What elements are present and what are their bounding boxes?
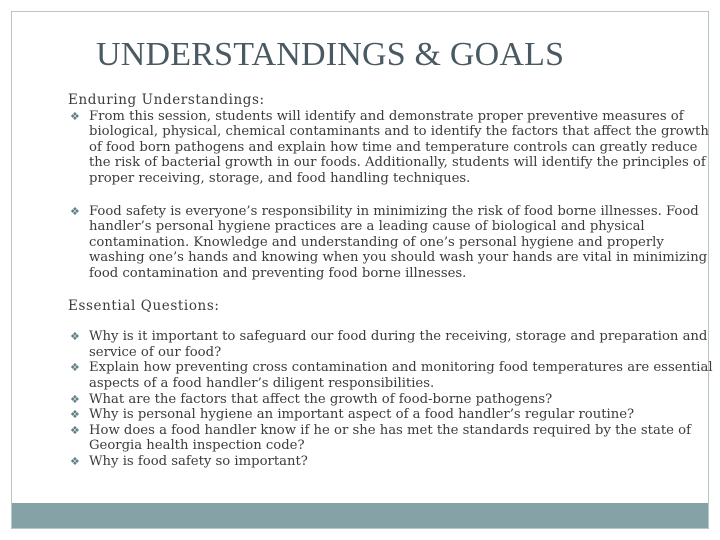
slide-title: UNDERSTANDINGS & GOALS (96, 36, 565, 73)
bullet-icon: ❖ (70, 408, 80, 422)
list-item (68, 423, 716, 454)
list-item-text: From this session, students will identify and demonstrate proper preventive measures of biological, physical, chemical contaminants and to identify the factors that affect the growth of food born pathogens and explain how time and temperature controls can greatly reduce the risk of bacterial growth in our foods. Additionally, students will identify the principles of proper receiving, storage, and food handling techniques. (89, 108, 709, 186)
bullet-icon: ❖ (70, 361, 80, 375)
bullet-icon: ❖ (70, 454, 80, 468)
list-item (68, 204, 716, 282)
enduring-heading: Enduring Understandings: (68, 92, 265, 108)
essential-list (68, 329, 716, 469)
list-item-text: Why is food safety so important? (89, 453, 308, 469)
list-item-text: Food safety is everyone’s responsibility in minimizing the risk of food borne illnesses. Food handler’s personal hygiene practices are a leading cause of biological and physical contamination. Knowledge and understanding of one’s personal hygiene and properly washing one’s hands and knowing when you should wash your hands are vital in minimizing food contamination and preventing food borne illnesses. (89, 203, 708, 281)
footer-bar (12, 503, 708, 528)
list-item-text: Why is personal hygiene an important aspect of a food handler’s regular routine? (89, 407, 635, 423)
list-item-text: How does a food handler know if he or she has met the standards required by the state of Georgia health inspection code? (89, 422, 691, 454)
list-item-text: Why is it important to safeguard our food during the receiving, storage and preparation and service of our food? (89, 329, 708, 360)
list-item (68, 392, 716, 408)
bullet-icon: ❖ (70, 109, 80, 123)
bullet-icon: ❖ (70, 423, 80, 437)
list-item (68, 454, 716, 470)
list-item (68, 109, 716, 187)
list-item (68, 407, 716, 423)
list-item (68, 329, 716, 360)
list-item (68, 360, 716, 391)
list-item-text: What are the factors that affect the growth of food-borne pathogens? (89, 391, 553, 407)
essential-heading: Essential Questions: (68, 297, 220, 314)
list-item-text: Explain how preventing cross contamination and monitoring food temperatures are essential aspects of a food handler’s diligent responsibilities. (89, 360, 713, 391)
bullet-icon: ❖ (70, 330, 80, 344)
slide-content (68, 93, 716, 469)
bullet-icon: ❖ (70, 204, 80, 218)
bullet-icon: ❖ (70, 392, 80, 406)
enduring-list (68, 109, 716, 282)
